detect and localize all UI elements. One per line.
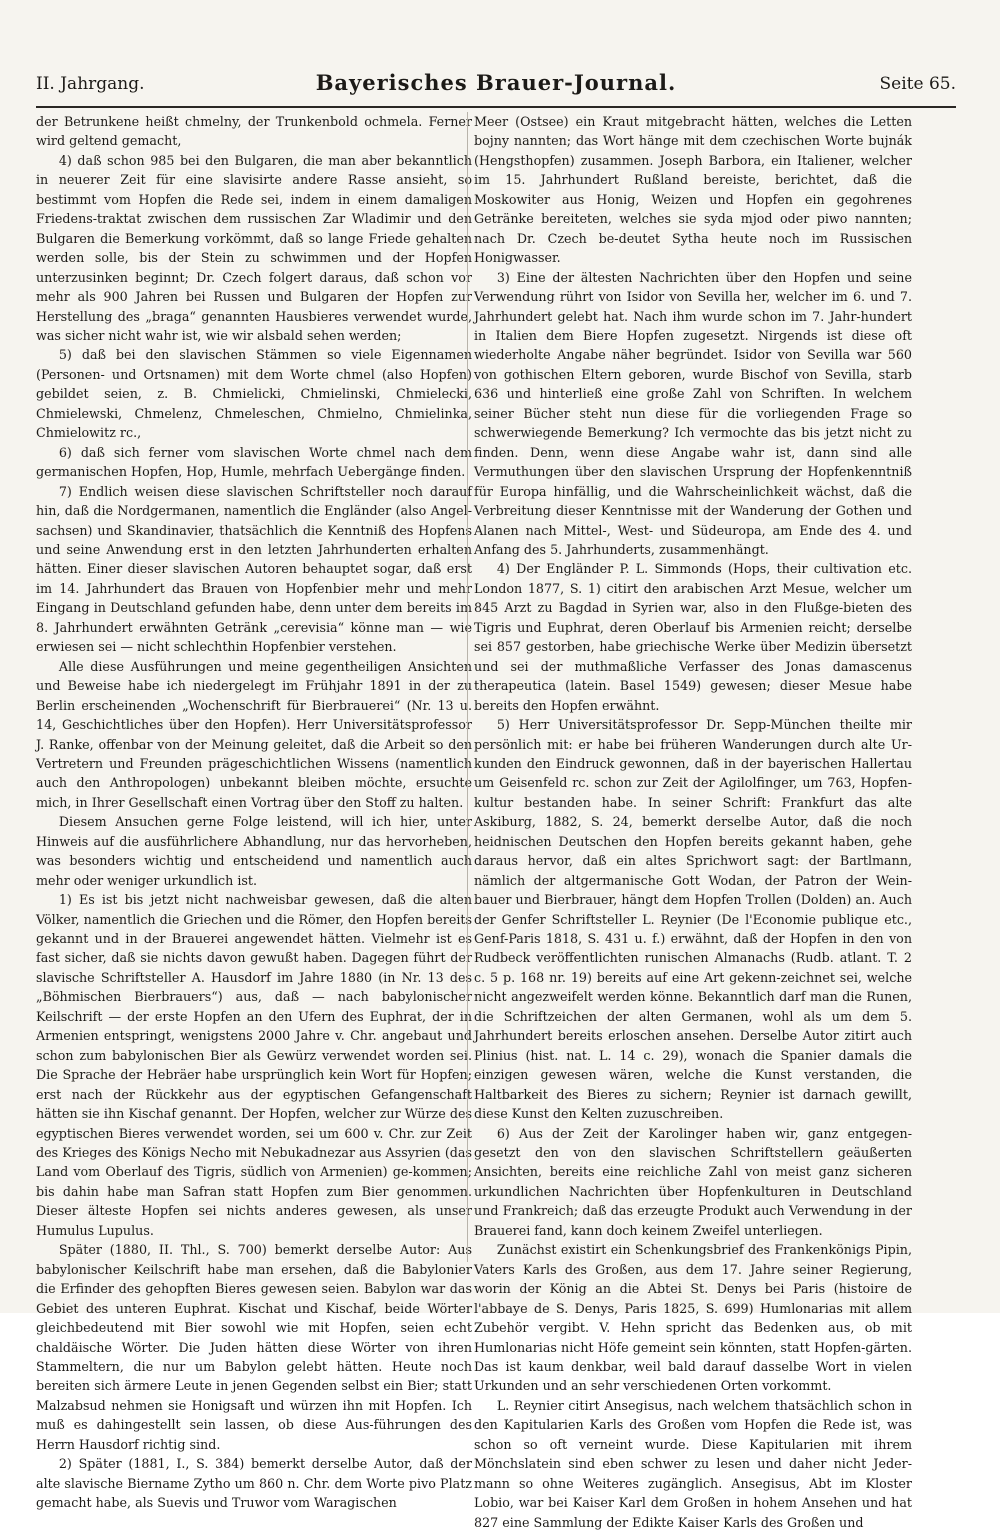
paragraph: Später (1880, II. Thl., S. 700) bemerkt derselbe Autor: Aus babylonischer Keilschrift habe man ersehen, daß die Babylonier die Erfinder des gehopften Bieres gewesen seien. Babylon war das Gebiet des unteren Euphrat. Kischat und Kischaf, beide Wörter gleichbedeutend mit Bier sowohl wie mit Hopfen, seien echt chaldäische Wörter. Die Juden hätten diese Wörter von ihren Stammeltern, die nur um Babylon gelebt hätten. Heute noch bereiten sich ärmere Leute in jenen Gegenden selbst ein Bier; statt Malzabsud nehmen sie Honigsaft und würzen ihn mit Hopfen. Ich muß es dahingestellt sein lassen, ob diese Aus-führungen des Herrn Hausdorf richtig sind.: [36, 1242, 472, 1452]
paragraph: Zunächst existirt ein Schenkungsbrief des Frankenkönigs Pipin, Vaters Karls des Großen, aus dem 17. Jahre seiner Regierung, worin der König an die Abtei St. Denys bei Paris (histoire de l'abbaye de S. Denys, Paris 1825, S. 699) Humlonarias mit allem Zubehör vergibt. V. Hehn spricht das Bedenken aus, ob mit Humlonarias nicht Höfe gemeint sein könnten, statt Hopfen-gärten. Das ist kaum denkbar, weil bald darauf dasselbe Wort in vielen Urkunden und an sehr verschiedenen Orten vorkommt.: [474, 1242, 912, 1394]
header-rule: [36, 106, 956, 108]
paragraph: 7) Endlich weisen diese slavischen Schriftsteller noch darauf hin, daß die Nordgermanen, namentlich die Engländer (also Angel-sachsen) und Skandinavier, thatsächlich die Kenntniß des Hopfens und seine Anwendung erst in den letzten Jahrhunderten erhalten hätten. Einer dieser slavischen Autoren behauptet sogar, daß erst im 14. Jahrhundert das Brauen von Hopfenbier mehr und mehr Eingang in Deutschland gefunden habe, denn unter dem bereits im 8. Jahrhundert erwähnten Getränk „cerevisia“ könne man — wie erwiesen sei — nicht schlechthin Hopfenbier verstehen.: [36, 483, 472, 655]
paragraph: 3) Eine der ältesten Nachrichten über den Hopfen und seine Verwendung rührt von Isidor von Sevilla her, welcher im 6. und 7. Jahrhundert gelebt hat. Nach ihm wurde schon im 7. Jahr-hundert in Italien dem Biere Hopfen zugesetzt. Nirgends ist diese oft wiederholte Angabe näher begründet. Isidor von Sevilla war 560 von gothischen Eltern geboren, wurde Bischof von Sevilla, starb 636 und hinterließ eine große Zahl von Schriften. In welchem seiner Bücher steht nun diese für die vorliegenden Frage so schwerwiegende Bemerkung? Ich vermochte das bis jetzt nicht zu finden. Denn, wenn diese Angabe wahr ist, dann sind alle Vermuthungen über den slavischen Ursprung der Hopfenkenntniß für Europa hinfällig, und die Wahrscheinlichkeit wächst, daß die Verbreitung dieser Kenntnisse mit der Wanderung der Gothen und Alanen nach Mittel-, West- und Südeuropa, am Ende des 4. und Anfang des 5. Jahrhunderts, zusammenhängt.: [474, 269, 912, 557]
paragraph: der Betrunkene heißt chmelny, der Trunkenbold ochmela. Ferner wird geltend gemacht,: [36, 114, 472, 149]
paragraph: 5) daß bei den slavischen Stämmen so viele Eigennamen (Personen- und Ortsnamen) mit dem Worte chmel (also Hopfen) gebildet seien, z. B. Chmielicki, Chmielinski, Chmielecki, Chmielewski, Chmelenz, Chmeleschen, Chmielno, Chmielinka, Chmielowitz rc.,: [36, 347, 472, 441]
paragraph: 6) Aus der Zeit der Karolinger haben wir, ganz entgegen-gesetzt den von den slavischen Schriftstellern geäußerten Ansichten, bereits eine reichliche Zahl von meist ganz sicheren urkundlichen Nachrichten über Hopfenkulturen in Deutschland und Frankreich; daß das erzeugte Produkt auch Verwendung in der Brauerei fand, kann doch keinem Zweifel unterliegen.: [474, 1125, 912, 1238]
page-header: [36, 70, 956, 104]
paragraph: 6) daß sich ferner vom slavischen Worte chmel nach dem germanischen Hopfen, Hop, Humle, mehrfach Uebergänge finden.: [36, 444, 472, 480]
paragraph: 2) Später (1881, I., S. 384) bemerkt derselbe Autor, daß der alte slavische Biername Zytho um 860 n. Chr. dem Worte pivo Platz gemacht habe, als Suevis und Truwor vom Waragischen: [36, 1456, 472, 1511]
volume-label: II. Jahrgang.: [36, 74, 145, 94]
paragraph: Diesem Ansuchen gerne Folge leistend, will ich hier, unter Hinweis auf die ausführlichere Abhandlung, nur das hervorheben, was besonders wichtig und entscheidend und namentlich auch mehr oder weniger urkundlich ist.: [36, 814, 472, 888]
page-number: Seite 65.: [879, 74, 956, 94]
column-divider: [467, 112, 468, 1262]
paragraph: 5) Herr Universitätsprofessor Dr. Sepp-München theilte mir persönlich mit: er habe bei früheren Wanderungen durch alte Ur-kunden den Eindruck gewonnen, daß in der bayerischen Hallertau um Geisenfeld rc. schon zur Zeit der Agilolfinger, um 763, Hopfen-kultur bestanden habe. In seiner Schrift: Frankfurt das alte Askiburg, 1882, S. 24, bemerkt derselbe Autor, daß die noch heidnischen Deutschen den Hopfen bereits gekannt haben, gehe daraus hervor, daß ein altes Sprichwort sagt: der Bartlmann, nämlich der altgermanische Gott Wodan, der Patron der Wein-bauer und Bierbrauer, hängt dem Hopfen Trollen (Dolden) an. Auch der Genfer Schriftsteller L. Reynier (De l'Economie publique etc., Genf-Paris 1818, S. 431 u. f.) erwähnt, daß der Hopfen in den von Rudbeck veröffentlichten runischen Almanachs (Rudb. atlant. T. 2 c. 5 p. 168 nr. 19) bereits auf eine Art gekenn-zeichnet sei, welche nicht angezweifelt werden könne. Bekanntlich darf man die Runen, die Schriftzeichen der alten Germanen, wohl als um dem 5. Jahrhundert bereits erloschen ansehen. Derselbe Autor zitirt auch Plinius (hist. nat. L. 14 c. 29), wonach die Spanier damals die einzigen gewesen wären, welche die Kunst verstanden, die Haltbarkeit des Bieres zu sichern; Reynier ist darnach gewillt, diese Kunst den Kelten zuzuschreiben.: [474, 717, 912, 1122]
paragraph: Meer (Ostsee) ein Kraut mitgebracht hätten, welches die Letten bojny nannten; das Wort hänge mit dem czechischen Worte bujnák (Hengsthopfen) zusammen. Joseph Barbora, ein Italiener, welcher im 15. Jahrhundert Rußland bereiste, berichtet, daß die Moskowiter aus Honig, Weizen und Hopfen ein gegohrenes Getränke bereiteten, welches sie syda mjod oder piwo nannten; nach Dr. Czech be-deutet Sytha heute noch im Russischen Honigwasser.: [474, 114, 912, 266]
left-column: [36, 112, 472, 1511]
paragraph: Alle diese Ausführungen und meine gegentheiligen Ansichten und Beweise habe ich niedergelegt im Frühjahr 1891 in der zu Berlin erscheinenden „Wochenschrift für Bierbrauerei“ (Nr. 13 u. 14, Geschichtliches über den Hopfen). Herr Universitätsprofessor J. Ranke, offenbar von der Meinung geleitet, daß die Arbeit so den Vertretern und Freunden prägeschichtlichen Wissens (namentlich auch den Anthropologen) unbekannt bleiben möchte, ersuchte mich, in Ihrer Gesellschaft einen Vortrag über den Stoff zu halten.: [36, 658, 472, 810]
paragraph: 4) daß schon 985 bei den Bulgaren, die man aber bekanntlich in neuerer Zeit für eine slavisirte andere Rasse ansieht, so bestimmt vom Hopfen die Rede sei, indem in einem damaligen Friedens-traktat zwischen dem russischen Zar Wladimir und den Bulgaren die Bemerkung vorkömmt, daß so lange Friede gehalten werden solle, bis der Stein zu schwimmen und der Hopfen unterzusinken beginnt; Dr. Czech folgert daraus, daß schon vor mehr als 900 Jahren bei Russen und Bulgaren der Hopfen zur Herstellung des „braga“ genannten Hausbieres verwendet wurde, was sicher nicht wahr ist, wie wir alsbald sehen werden;: [36, 152, 472, 343]
right-column: [474, 112, 912, 1530]
paragraph: 4) Der Engländer P. L. Simmonds (Hops, their cultivation etc. London 1877, S. 1) citirt den arabischen Arzt Mesue, welcher um 845 Arzt zu Bagdad in Syrien war, also in den Flußge-bieten des Tigris und Euphrat, deren Oberlauf bis Armenien reicht; derselbe sei 857 gestorben, habe griechische Werke über Medizin übersetzt und sei der muthmaßliche Verfasser des Jonas damascenus therapeutica (latein. Basel 1549) gewesen; dieser Mesue habe bereits den Hopfen erwähnt.: [474, 561, 912, 713]
paragraph: L. Reynier citirt Ansegisus, nach welchem thatsächlich schon in den Kapitularien Karls des Großen vom Hopfen die Rede ist, was schon so oft verneint wurde. Diese Kapitularien mit ihrem Mönchslatein sind eben schwer zu lesen und daher nicht Jeder-mann so ohne Weiteres zugänglich. Ansegisus, Abt im Kloster Lobio, war bei Kaiser Karl dem Großen in hohem Ansehen und hat 827 eine Sammlung der Edikte Kaiser Karls des Großen und: [474, 1397, 912, 1530]
journal-title: Bayerisches Brauer-Journal.: [315, 70, 677, 95]
paragraph: 1) Es ist bis jetzt nicht nachweisbar gewesen, daß die alten Völker, namentlich die Griechen und die Römer, den Hopfen bereits gekannt und in der Brauerei angewendet hätten. Vielmehr ist es fast sicher, daß sie nichts davon gewußt haben. Dagegen führt der slavische Schriftsteller A. Hausdorf im Jahre 1880 (in Nr. 13 des „Böhmischen Bierbrauers“) aus, daß — nach babylonischer Keilschrift — der erste Hopfen an den Ufern des Euphrat, der in Armenien entspringt, wenigstens 2000 Jahre v. Chr. angebaut und schon zum babylonischen Bier als Gewürz verwendet worden sei. Die Sprache der Hebräer habe ursprünglich kein Wort für Hopfen; erst nach der Rückkehr aus der egyptischen Gefangenschaft hätten sie ihn Kischaf genannt. Der Hopfen, welcher zur Würze des egyptischen Bieres verwendet worden, sei um 600 v. Chr. zur Zeit des Krieges des Königs Necho mit Nebukadnezar aus Assyrien (das Land vom Oberlauf des Tigris, südlich von Armenien) ge-kommen; bis dahin habe man Safran statt Hopfen zum Bier genommen. Dieser älteste Hopfen sei nichts anderes gewesen, als unser Humulus Lupulus.: [36, 892, 472, 1238]
